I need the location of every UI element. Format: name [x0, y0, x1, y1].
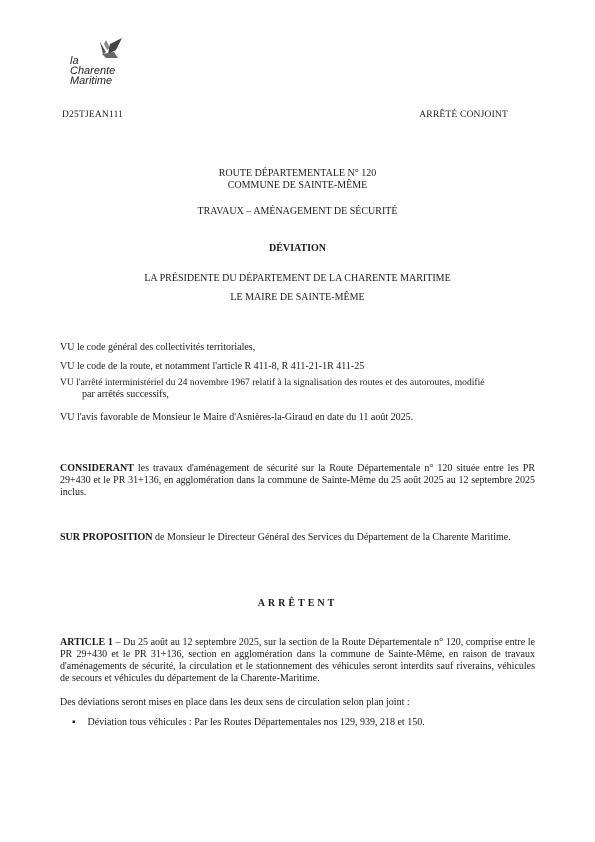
vu-line-1: VU le code général des collectivités territoriales,: [60, 342, 256, 353]
vu-line-3-continued: par arrêtés successifs,: [82, 389, 169, 400]
document-type: ARRÊTÉ CONJOINT: [419, 110, 508, 120]
considerant-label: CONSIDERANT: [60, 463, 134, 474]
article-1-paragraph: [60, 637, 535, 685]
deviation-bullet-item: [72, 717, 425, 728]
article-1-text: – Du 25 août au 12 septembre 2025, sur la section de la Route Départementale n° 120, comprise entre le PR 29+430 et le PR 31+136, section en agglomération dans la commune de Sainte-Même, en raison de travaux d'aménagements de sécurité, la circulation et le stationnement des véhicules seront interdits sauf riverains, véhicules de secours et véhicules du département de la Charente-Maritime.: [60, 637, 535, 684]
considerant-paragraph: [60, 463, 535, 499]
title-commune: COMMUNE DE SAINTE-MÊME: [227, 180, 368, 191]
proposition-text: de Monsieur le Directeur Général des Services du Département de la Charente Maritime.: [152, 532, 511, 543]
title-route: ROUTE DÉPARTEMENTALE N° 120: [218, 168, 377, 179]
proposition-label: SUR PROPOSITION: [60, 532, 153, 543]
title-travaux: TRAVAUX – AMÉNAGEMENT DE SÉCURITÉ: [197, 206, 398, 217]
arretent-heading: ARRÊTENT: [257, 598, 338, 609]
deviations-intro: Des déviations seront mises en place dans les deux sens de circulation selon plan joint :: [60, 697, 410, 708]
proposition-paragraph: [60, 532, 535, 544]
logo-wordmark: [70, 56, 115, 86]
title-maire: LE MAIRE DE SAINTE-MÊME: [230, 292, 365, 303]
vu-line-4: VU l'avis favorable de Monsieur le Maire d'Asnières-la-Giraud en date du 11 août 2025.: [60, 412, 414, 423]
reference-code: D25TJEAN111: [62, 110, 124, 120]
article-1-label: ARTICLE 1: [60, 637, 113, 648]
title-presidente: LA PRÉSIDENTE DU DÉPARTEMENT DE LA CHARENTE MARITIME: [144, 273, 451, 284]
title-deviation: DÉVIATION: [268, 243, 327, 254]
considerant-text: les travaux d'aménagement de sécurité sur la Route Départementale n° 120 située entre les PR 29+430 et le PR 31+136, en agglomération dans la commune de Sainte-Même du 25 août 2025 au 12 septembre 2025 inclus.: [60, 463, 535, 498]
vu-section: [60, 342, 535, 424]
logo-line-1: la: [70, 55, 79, 67]
bullet-text: Déviation tous véhicules : Par les Routes Départementales nos 129, 939, 218 et 150.: [87, 717, 425, 728]
vu-line-2: VU le code de la route, et notamment l'article R 411-8, R 411-21-1R 411-25: [60, 361, 365, 372]
logo-line-2: Charente: [70, 65, 116, 77]
vu-line-3: VU l'arrêté interministériel du 24 novembre 1967 relatif à la signalisation des routes et des autoroutes, modifié: [60, 377, 485, 388]
bullet-icon: ▪: [72, 717, 76, 728]
logo-line-3: Maritime: [70, 75, 113, 87]
